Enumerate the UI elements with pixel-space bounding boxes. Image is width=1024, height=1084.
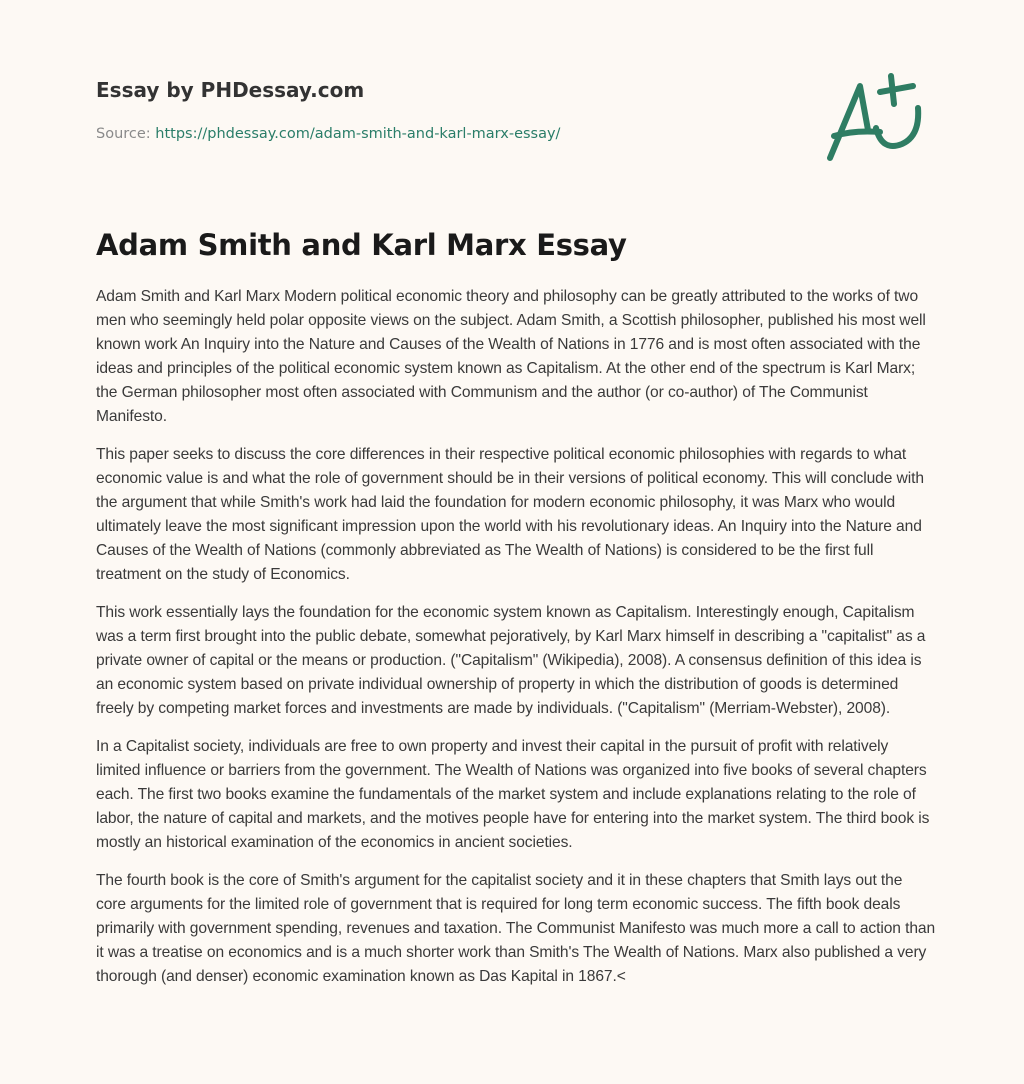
essay-paragraph: Adam Smith and Karl Marx Modern political economic theory and philosophy can be greatly attributed to the works of two men who seemingly held polar opposite views on the subject. Adam Smith, a Scottish philosopher, published his most well known work An Inquiry into the Nature and Causes of the Wealth of Nations in 1776 and is most often associated with the ideas and principles of the political economic system known as Capitalism. At the other end of the spectrum is Karl Marx; the German philosopher most often associated with Communism and the author (or co-author) of The Communist Manifesto. bbox=[96, 288, 926, 425]
source-link[interactable]: https://phdessay.com/adam-smith-and-karl-marx-essay/ bbox=[155, 126, 561, 142]
essay-paragraph: This work essentially lays the foundation for the economic system known as Capitalism. Interestingly enough, Capitalism was a term first brought into the public debate, somewhat pejoratively, by Karl Marx himself in describing a "capitalist" as a private owner of capital or the means or production. ("Capitalism" (Wikipedia), 2008). A consensus definition of this idea is an economic system based on private individual ownership of property in which the distribution of goods is determined freely by competing market forces and investments are made by individuals. ("Capitalism" (Merriam-Webster), 2008). bbox=[96, 604, 926, 717]
source-label: Source: bbox=[96, 126, 151, 142]
essay-body bbox=[96, 285, 936, 1003]
essay-paragraph: This paper seeks to discuss the core differences in their respective political economic philosophies with regards to what economic value is and what the role of government should be in their versions of political economy. This will conclude with the argument that while Smith's work had laid the foundation for modern economic philosophy, it was Marx who would ultimately leave the most significant impression upon the world with his revolutionary ideas. An Inquiry into the Nature and Causes of the Wealth of Nations (commonly abbreviated as The Wealth of Nations) is considered to be the first full treatment on the study of Economics. bbox=[96, 446, 924, 583]
a-plus-grade-icon bbox=[820, 66, 930, 166]
source-line bbox=[96, 124, 796, 144]
essay-paragraph: The fourth book is the core of Smith's argument for the capitalist society and it in these chapters that Smith lays out the core arguments for the limited role of government that is required for long term economic success. The fifth book deals primarily with government spending, revenues and taxation. The Communist Manifesto was much more a call to action than it was a treatise on economics and is a much shorter work than Smith's The Wealth of Nations. Marx also published a very thorough (and denser) economic examination known as Das Kapital in 1867.< bbox=[96, 872, 936, 985]
site-title: Essay by PHDessay.com bbox=[96, 78, 365, 102]
page-header bbox=[96, 76, 796, 144]
essay-paragraph: In a Capitalist society, individuals are free to own property and invest their capital in the pursuit of profit with relatively limited influence or barriers from the government. The Wealth of Nations was organized into five books of several chapters each. The first two books examine the fundamentals of the market system and include explanations relating to the role of labor, the nature of capital and markets, and the motives people have for entering into the market system. The third book is mostly an historical examination of the economics in ancient societies. bbox=[96, 738, 930, 851]
essay-title: Adam Smith and Karl Marx Essay bbox=[96, 228, 627, 262]
